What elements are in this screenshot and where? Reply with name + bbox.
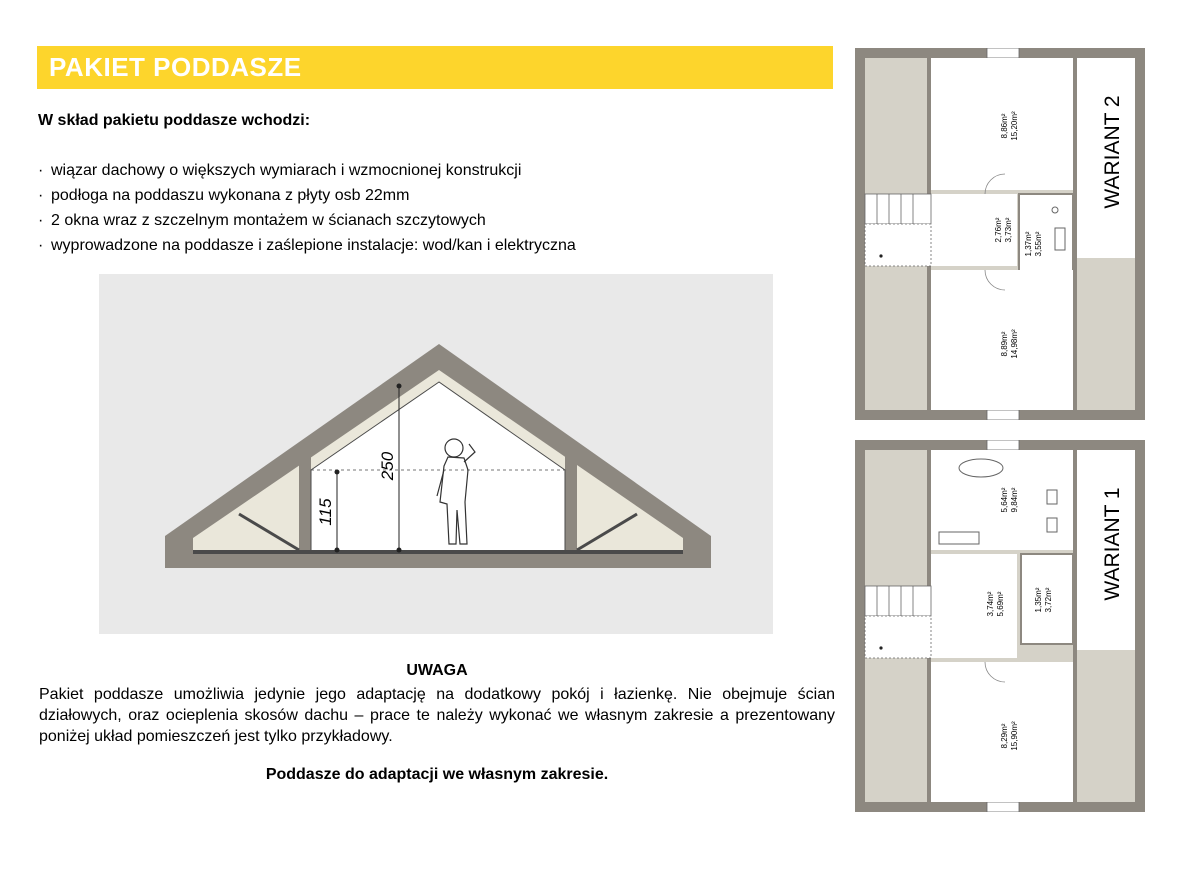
floor-plan-variant-2	[855, 48, 1145, 420]
knee-height-label: 115	[316, 498, 335, 526]
area-label: 5,64m²	[1000, 487, 1009, 513]
feature-item: · wiązar dachowy o większych wymiarach i wzmocnionej konstrukcji	[38, 158, 576, 183]
bullet: ·	[38, 187, 44, 204]
stairs	[865, 586, 931, 616]
bullet: ·	[38, 212, 44, 229]
dimension-dot	[335, 548, 340, 553]
stair-landing	[865, 224, 931, 266]
dimension-dot	[335, 470, 340, 475]
knee-wall-right	[565, 456, 577, 552]
area-label: 3,72m²	[1044, 587, 1053, 613]
bullet: ·	[38, 162, 44, 179]
window	[987, 440, 1019, 450]
dimension-dot	[397, 548, 402, 553]
area-label: 14,98m²	[1010, 329, 1019, 359]
area-label: 3,74m²	[986, 591, 995, 617]
stairs	[865, 194, 931, 224]
bathtub-icon	[959, 459, 1003, 477]
installation-point-icon	[879, 646, 882, 649]
note-title: UWAGA	[406, 662, 468, 679]
bullet: ·	[38, 237, 44, 254]
feature-list	[38, 158, 576, 258]
area-label: 15,90m²	[1010, 721, 1019, 751]
floor-plan-variant-1	[855, 440, 1145, 812]
note-body: Pakiet poddasze umożliwia jedynie jego adaptację na dodatkowy pokój i łazienkę. Nie obejmuje ścian działowych, oraz ocieplenia skosów dachu – prace te należy wykonać we własnym zakresie a prezentowany poniżej układ pomieszczeń jest tylko przykładowy.	[39, 686, 835, 745]
knee-wall-left	[299, 456, 311, 552]
variant-1-label: WARIANT 1	[1101, 487, 1124, 601]
area-label: 9,84m²	[1010, 487, 1019, 513]
area-label: 15,20m²	[1010, 111, 1019, 141]
roof-section-diagram	[99, 274, 773, 634]
installation-point-icon	[879, 254, 882, 257]
intro-heading: W skład pakietu poddasze wchodzi:	[38, 112, 311, 129]
area-label: 8,29m²	[1000, 723, 1009, 749]
variant-2-label: WARIANT 2	[1101, 95, 1124, 209]
window	[987, 48, 1019, 58]
area-label: 1,35m²	[1034, 587, 1043, 613]
header-banner	[37, 46, 833, 89]
window	[987, 802, 1019, 812]
page-title: PAKIET PODDASZE	[49, 52, 302, 82]
area-label: 2,76m²	[994, 217, 1003, 243]
area-label: 1,37m²	[1024, 231, 1033, 257]
feature-item: · 2 okna wraz z szczelnym montażem w ścianach szczytowych	[38, 208, 576, 233]
area-label: 5,69m²	[996, 591, 1005, 617]
area-label: 3,55m²	[1034, 231, 1043, 257]
window	[987, 410, 1019, 420]
note-final: Poddasze do adaptacji we własnym zakresie.	[265, 766, 609, 783]
area-label: 8,86m²	[1000, 113, 1009, 139]
area-label: 8,89m²	[1000, 331, 1009, 357]
dimension-dot	[397, 384, 402, 389]
floor-beam	[193, 550, 683, 554]
feature-item: · podłoga na poddaszu wykonana z płyty osb 22mm	[38, 183, 576, 208]
height-label: 250	[378, 451, 397, 481]
stair-landing	[865, 616, 931, 658]
area-label: 3,73m²	[1004, 217, 1013, 243]
feature-item: · wyprowadzone na poddasze i zaślepione instalacje: wod/kan i elektryczna	[38, 233, 576, 258]
